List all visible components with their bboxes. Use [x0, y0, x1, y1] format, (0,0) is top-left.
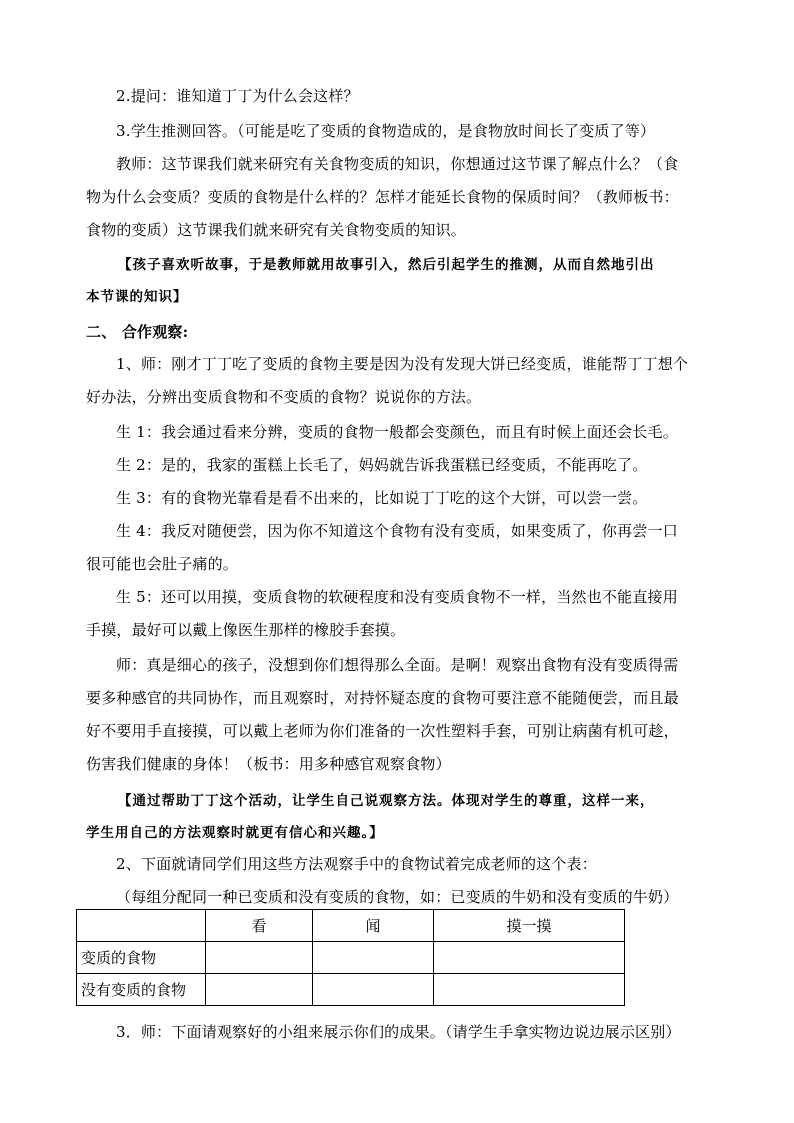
design-note-2-cont: 学生用自己的方法观察时就更有信心和兴趣。】 [86, 825, 384, 841]
paragraph-student-guess: 3.学生推测回答。（可能是吃了变质的食物造成的，是食物放时间长了变质了等） [116, 122, 656, 140]
design-note-1-cont: 本节课的知识】 [86, 289, 188, 305]
table-cell [434, 942, 625, 974]
student-answer-5: 生 5：还可以用摸，变质食物的软硬程度和没有变质食物不一样，当然也不能直接用 [116, 588, 678, 606]
student-answer-5-cont: 手摸，最好可以戴上像医生那样的橡胶手套摸。 [86, 621, 406, 639]
student-answer-4-cont: 很可能也会肚子痛的。 [86, 555, 239, 573]
student-answer-4: 生 4：我反对随便尝，因为你不知道这个食物有没有变质，如果变质了，你再尝一口 [116, 522, 678, 540]
observation-table [76, 909, 625, 1006]
paragraph-teacher-intro: 教师：这节课我们就来研究有关食物变质的知识，你想通过这节课了解点什么？（食 [116, 155, 679, 173]
paragraph-teacher-question-cont: 好办法，分辨出变质食物和不变质的食物？说说你的方法。 [86, 388, 482, 406]
table-cell [313, 942, 434, 974]
teacher-summary: 师：真是细心的孩子，没想到你们想得那么全面。是啊！观察出食物有没有变质得需 [116, 656, 679, 674]
student-answer-3: 生 3：有的食物光靠看是看不出来的，比如说丁丁吃的这个大饼，可以尝一尝。 [116, 489, 648, 507]
table-cell [313, 974, 434, 1006]
section-heading: 二、 合作观察: [86, 323, 189, 341]
paragraph-teacher-question: 1、师：刚才丁丁吃了变质的食物主要是因为没有发现大饼已经变质，谁能帮丁丁想个 [116, 355, 689, 373]
teacher-summary-3: 好不要用手直接摸，可以戴上老师为你们准备的一次性塑料手套，可别让病菌有机可趁， [86, 722, 679, 740]
table-header-cell: 闻 [313, 910, 434, 942]
paragraph-group-show: 3．师：下面请观察好的小组来展示你们的成果。（请学生手拿实物边说边展示区别） [116, 1023, 681, 1041]
table-header-cell: 摸一摸 [434, 910, 625, 942]
table-header-row [77, 910, 625, 942]
student-answer-1: 生 1：我会通过看来分辨，变质的食物一般都会变颜色，而且有时候上面还会长毛。 [116, 423, 678, 441]
table-row-label: 没有变质的食物 [77, 974, 206, 1006]
table-row-label: 变质的食物 [77, 942, 206, 974]
table-header-cell [77, 910, 206, 942]
paragraph-table-note: （每组分配同一种已变质和没有变质的食物，如：已变质的牛奶和没有变质的牛奶） [116, 888, 679, 906]
student-answer-2: 生 2：是的，我家的蛋糕上长毛了，妈妈就告诉我蛋糕已经变质，不能再吃了。 [116, 456, 648, 474]
paragraph-teacher-intro-cont: 物为什么会变质？变质的食物是什么样的？怎样才能延长食物的保质时间？（教师板书： [86, 188, 679, 206]
table-row [77, 942, 625, 974]
table-cell [434, 974, 625, 1006]
table-cell [206, 974, 313, 1006]
teacher-summary-4: 伤害我们健康的身体！（板书：用多种感官观察食物） [86, 755, 451, 773]
design-note-2: 【通过帮助丁丁这个活动，让学生自己说观察方法。体现对学生的尊重，这样一来， [118, 793, 655, 809]
design-note-1: 【孩子喜欢听故事，于是教师就用故事引入，然后引起学生的推测，从而自然地引出 [118, 257, 655, 273]
paragraph-table-instruction: 2、下面就请同学们用这些方法观察手中的食物试着完成老师的这个表： [116, 855, 597, 873]
table-cell [206, 942, 313, 974]
table-row [77, 974, 625, 1006]
teacher-summary-2: 要多种感官的共同协作，而且观察时，对持怀疑态度的食物可要注意不能随便尝，而且最 [86, 689, 679, 707]
paragraph-teacher-intro-end: 食物的变质）这节课我们就来研究有关食物变质的知识。 [86, 221, 467, 239]
paragraph-question: 2.提问：谁知道丁丁为什么会这样？ [116, 87, 359, 105]
table-header-cell: 看 [206, 910, 313, 942]
